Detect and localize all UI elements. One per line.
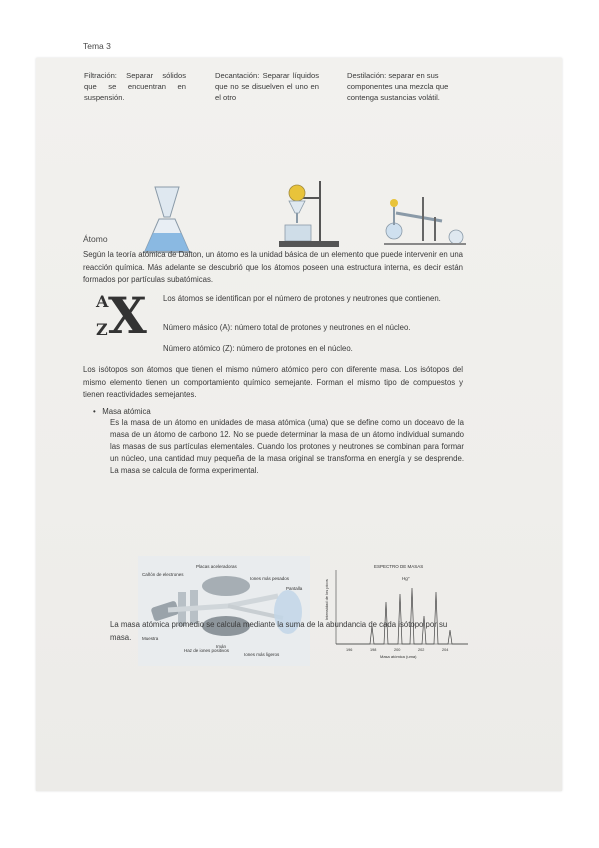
mass-spectrum-chart — [322, 560, 472, 660]
label-accelerator-plates: Placas aceleradoras — [196, 564, 237, 569]
spectrum-tick-198: 198 — [370, 648, 377, 652]
atom-heading: Átomo — [83, 234, 108, 244]
atom-paragraph: Según la teoría atómica de Dalton, un átomo es la unidad básica de un elemento que puede intervenir en una reacción química. Más adelante se descubrió que los átomos poseen una estructura interna, es decir están formados por partículas subatómicas. — [83, 250, 463, 284]
bullet-paragraph: Es la masa de un átomo en unidades de masa atómica (uma) que se define como un doceavo de la masa de un átomo de carbono 12. No se puede determinar la masa de un átomo individual sumando las masas de sus partículas elementales. Cuando los protones y neutrones se combinan para formar un núcleo, una cantidad muy pequeña de la masa original se transforma en energía y se desprende. La masa se calcula de forma experimental. — [110, 418, 464, 475]
decantation-illustration — [277, 179, 343, 251]
mass-spectrometer-diagram — [138, 556, 310, 666]
spectrum-tick-202: 202 — [418, 648, 425, 652]
notation-line-identify: Los átomos se identifican por el número de protones y neutrones que contienen. — [163, 294, 441, 303]
element-symbol: X — [108, 286, 147, 345]
spectrum-annotation: Hg⁺ — [402, 576, 411, 581]
bullet-dot-icon: • — [93, 407, 103, 416]
method-decantation: Decantación: Separar líquidos que no se disuelven el uno en el otro — [215, 71, 319, 102]
page-title: Tema 3 — [83, 41, 111, 51]
bullet-title: Masa atómica — [102, 407, 151, 416]
label-electron-gun: Cañón de electrones — [142, 572, 184, 577]
spectrum-tick-200: 200 — [394, 648, 401, 652]
spectrum-title: ESPECTRO DE MASAS — [374, 564, 424, 569]
label-sample: Muestra — [142, 636, 159, 641]
method-filtration: Filtración: Separar sólidos que se encuentran en suspensión. — [84, 71, 186, 102]
label-positive-ion-beam: Haz de iones positivos — [184, 648, 230, 653]
mass-number-symbol: A — [96, 292, 109, 311]
spectrum-tick-204: 204 — [442, 648, 449, 652]
spectrum-ylabel: Intensidad de los picos — [324, 579, 329, 620]
label-screen: Pantalla — [286, 586, 303, 591]
label-lighter-ions: Iones más ligeros — [244, 652, 280, 657]
label-heavier-ions: Iones más pesados — [250, 576, 290, 581]
spectrum-tick-196: 196 — [346, 648, 353, 652]
label-magnet: Imán — [216, 644, 227, 649]
method-distillation: Destilación: separar en sus componentes una mezcla que contenga sustancias volátil. — [347, 71, 449, 102]
atomic-number-symbol: Z — [96, 320, 108, 339]
isotope-notation — [94, 286, 150, 350]
isotopes-paragraph: Los isótopos son átomos que tienen el mismo número atómico pero con diferente masa. Los isótopos del mismo elemento tienen un comportamiento químico semejante. Forman el mismo tipo de compuestos y tienen reactividades semejantes. — [83, 365, 463, 399]
spectrum-xlabel: Masa atómica (uma) — [380, 654, 417, 659]
notation-line-mass-number: Número másico (A): número total de protones y neutrones en el núcleo. — [163, 323, 411, 332]
bullet-atomic-mass — [93, 407, 151, 416]
average-mass-paragraph: La masa atómica promedio se calcula mediante la suma de la abundancia de cada isótopo por su masa. — [110, 620, 448, 642]
notation-line-atomic-number: Número atómico (Z): número de protones en el núcleo. — [163, 344, 353, 353]
filtration-illustration — [137, 183, 197, 255]
distillation-illustration — [382, 187, 468, 249]
